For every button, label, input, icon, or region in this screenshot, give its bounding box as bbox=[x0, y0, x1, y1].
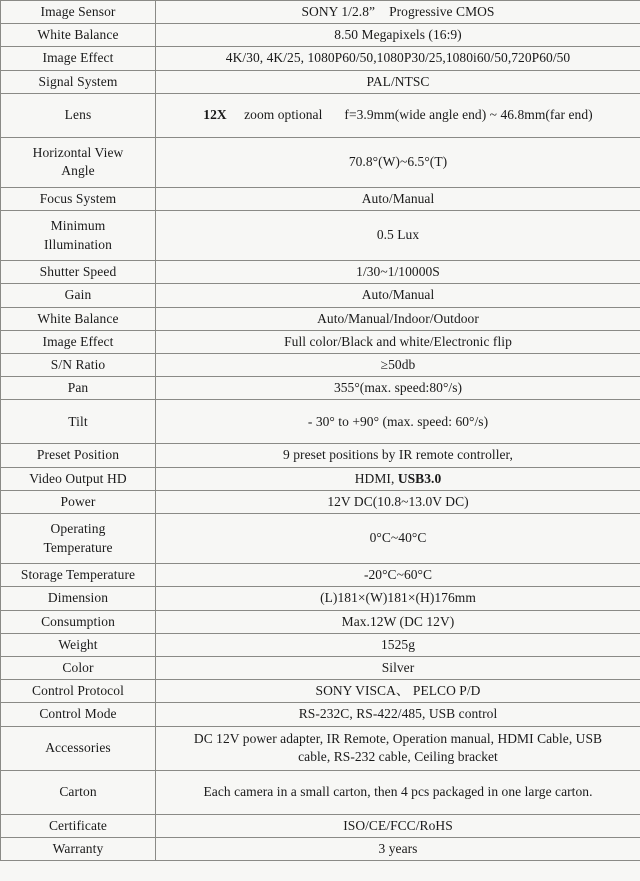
sensor-size-text: SONY 1/2.8” bbox=[301, 4, 376, 19]
sensor-type-text: Progressive CMOS bbox=[389, 4, 495, 19]
table-row bbox=[1, 680, 640, 703]
parameter-label-cell: Carton bbox=[1, 770, 156, 814]
hdmi-output-text: HDMI, bbox=[354, 470, 395, 486]
specification-value-cell: Max.12W (DC 12V) bbox=[156, 610, 640, 633]
parameter-label-cell: Image Effect bbox=[1, 47, 156, 70]
parameter-label-cell: Dimension bbox=[1, 587, 156, 610]
table-row bbox=[1, 1, 640, 24]
parameter-label-cell: Image Sensor bbox=[1, 1, 156, 24]
parameter-label-cell bbox=[1, 137, 156, 187]
parameter-label-line: Horizontal View bbox=[32, 145, 124, 161]
parameter-label-cell: Image Effect bbox=[1, 330, 156, 353]
parameter-label-cell: Shutter Speed bbox=[1, 261, 156, 284]
specification-value-cell: PAL/NTSC bbox=[156, 70, 640, 93]
parameter-label-cell: Video Output HD bbox=[1, 467, 156, 490]
table-row bbox=[1, 444, 640, 467]
specification-value-cell: 70.8°(W)~6.5°(T) bbox=[156, 137, 640, 187]
specification-value-cell: Auto/Manual/Indoor/Outdoor bbox=[156, 307, 640, 330]
table-row bbox=[1, 703, 640, 726]
table-row bbox=[1, 400, 640, 444]
specification-value-text: Each camera in a small carton, then 4 pcs packaged in one large carton. bbox=[203, 783, 593, 799]
specification-value-cell: Full color/Black and white/Electronic flip bbox=[156, 330, 640, 353]
specification-table-body bbox=[1, 1, 640, 861]
parameter-label-line: Temperature bbox=[43, 539, 113, 555]
specification-value-cell: -20°C~60°C bbox=[156, 564, 640, 587]
specification-value-cell: Auto/Manual bbox=[156, 187, 640, 210]
specification-value-cell: RS-232C, RS-422/485, USB control bbox=[156, 703, 640, 726]
parameter-label-cell: Accessories bbox=[1, 726, 156, 770]
parameter-label-cell: Storage Temperature bbox=[1, 564, 156, 587]
parameter-label-cell: Warranty bbox=[1, 837, 156, 860]
specification-value-cell: 0°C~40°C bbox=[156, 514, 640, 564]
parameter-label-line: Minimum bbox=[50, 218, 106, 234]
table-row bbox=[1, 211, 640, 261]
specification-value-cell: Silver bbox=[156, 656, 640, 679]
specification-value-cell: Auto/Manual bbox=[156, 284, 640, 307]
focal-length-text: f=3.9mm(wide angle end) ~ 46.8mm(far end) bbox=[344, 107, 593, 123]
table-row bbox=[1, 47, 640, 70]
parameter-label-cell: Signal System bbox=[1, 70, 156, 93]
specification-value-cell: ≥50db bbox=[156, 353, 640, 376]
parameter-label-cell: Pan bbox=[1, 377, 156, 400]
specification-value-cell: 1525g bbox=[156, 633, 640, 656]
specification-value-cell bbox=[156, 726, 640, 770]
specification-value-cell bbox=[156, 467, 640, 490]
parameter-label-cell: Control Mode bbox=[1, 703, 156, 726]
specification-value-cell: ISO/CE/FCC/RoHS bbox=[156, 814, 640, 837]
parameter-label-cell: White Balance bbox=[1, 307, 156, 330]
specification-value-cell: 3 years bbox=[156, 837, 640, 860]
table-row bbox=[1, 93, 640, 137]
specification-value-cell bbox=[156, 1, 640, 24]
table-row bbox=[1, 24, 640, 47]
parameter-label-cell: Weight bbox=[1, 633, 156, 656]
table-row bbox=[1, 70, 640, 93]
zoom-optional-text: zoom optional bbox=[244, 107, 323, 123]
parameter-label-line: Operating bbox=[50, 521, 106, 537]
specification-value-cell: 1/30~1/10000S bbox=[156, 261, 640, 284]
table-row bbox=[1, 490, 640, 513]
table-row bbox=[1, 814, 640, 837]
table-row bbox=[1, 307, 640, 330]
specification-value-text: DC 12V power adapter, IR Remote, Operation manual, HDMI Cable, USB cable, RS-232 cable, Ceiling bracket bbox=[193, 730, 603, 765]
parameter-label-line: Angle bbox=[61, 163, 95, 179]
table-row bbox=[1, 726, 640, 770]
parameter-label-cell: Focus System bbox=[1, 187, 156, 210]
table-row bbox=[1, 330, 640, 353]
parameter-label-cell: White Balance bbox=[1, 24, 156, 47]
parameter-label-cell: Control Protocol bbox=[1, 680, 156, 703]
parameter-label-cell: Tilt bbox=[1, 400, 156, 444]
specification-value-cell: 8.50 Megapixels (16:9) bbox=[156, 24, 640, 47]
table-row bbox=[1, 656, 640, 679]
specification-value-cell: SONY VISCA、 PELCO P/D bbox=[156, 680, 640, 703]
parameter-label-cell bbox=[1, 211, 156, 261]
parameter-label-cell bbox=[1, 514, 156, 564]
table-row bbox=[1, 284, 640, 307]
table-row bbox=[1, 587, 640, 610]
parameter-label-cell: Lens bbox=[1, 93, 156, 137]
specification-value-cell: (L)181×(W)181×(H)176mm bbox=[156, 587, 640, 610]
table-row bbox=[1, 377, 640, 400]
parameter-label-cell: Power bbox=[1, 490, 156, 513]
parameter-label-cell: Gain bbox=[1, 284, 156, 307]
parameter-label-cell: Preset Position bbox=[1, 444, 156, 467]
specification-value-cell: 4K/30, 4K/25, 1080P60/50,1080P30/25,1080i60/50,720P60/50 bbox=[156, 47, 640, 70]
specification-value-cell bbox=[156, 770, 640, 814]
parameter-label-cell: Color bbox=[1, 656, 156, 679]
zoom-factor-value: 12X bbox=[203, 107, 227, 123]
table-row bbox=[1, 514, 640, 564]
parameter-label-cell: S/N Ratio bbox=[1, 353, 156, 376]
specification-value-cell: 12V DC(10.8~13.0V DC) bbox=[156, 490, 640, 513]
specification-value-cell: - 30° to +90° (max. speed: 60°/s) bbox=[156, 400, 640, 444]
specification-value-cell: 0.5 Lux bbox=[156, 211, 640, 261]
table-row bbox=[1, 564, 640, 587]
parameter-label-line: Illumination bbox=[44, 236, 112, 252]
table-row bbox=[1, 633, 640, 656]
specification-value-cell: 355°(max. speed:80°/s) bbox=[156, 377, 640, 400]
table-row bbox=[1, 610, 640, 633]
table-row bbox=[1, 187, 640, 210]
usb-output-text: USB3.0 bbox=[397, 470, 442, 486]
table-row bbox=[1, 467, 640, 490]
parameter-label-cell: Consumption bbox=[1, 610, 156, 633]
specification-value-cell bbox=[156, 93, 640, 137]
table-row bbox=[1, 770, 640, 814]
parameter-label-cell: Certificate bbox=[1, 814, 156, 837]
table-row bbox=[1, 353, 640, 376]
table-row bbox=[1, 137, 640, 187]
specification-value-cell: 9 preset positions by IR remote controller, bbox=[156, 444, 640, 467]
table-row bbox=[1, 261, 640, 284]
table-row bbox=[1, 837, 640, 860]
